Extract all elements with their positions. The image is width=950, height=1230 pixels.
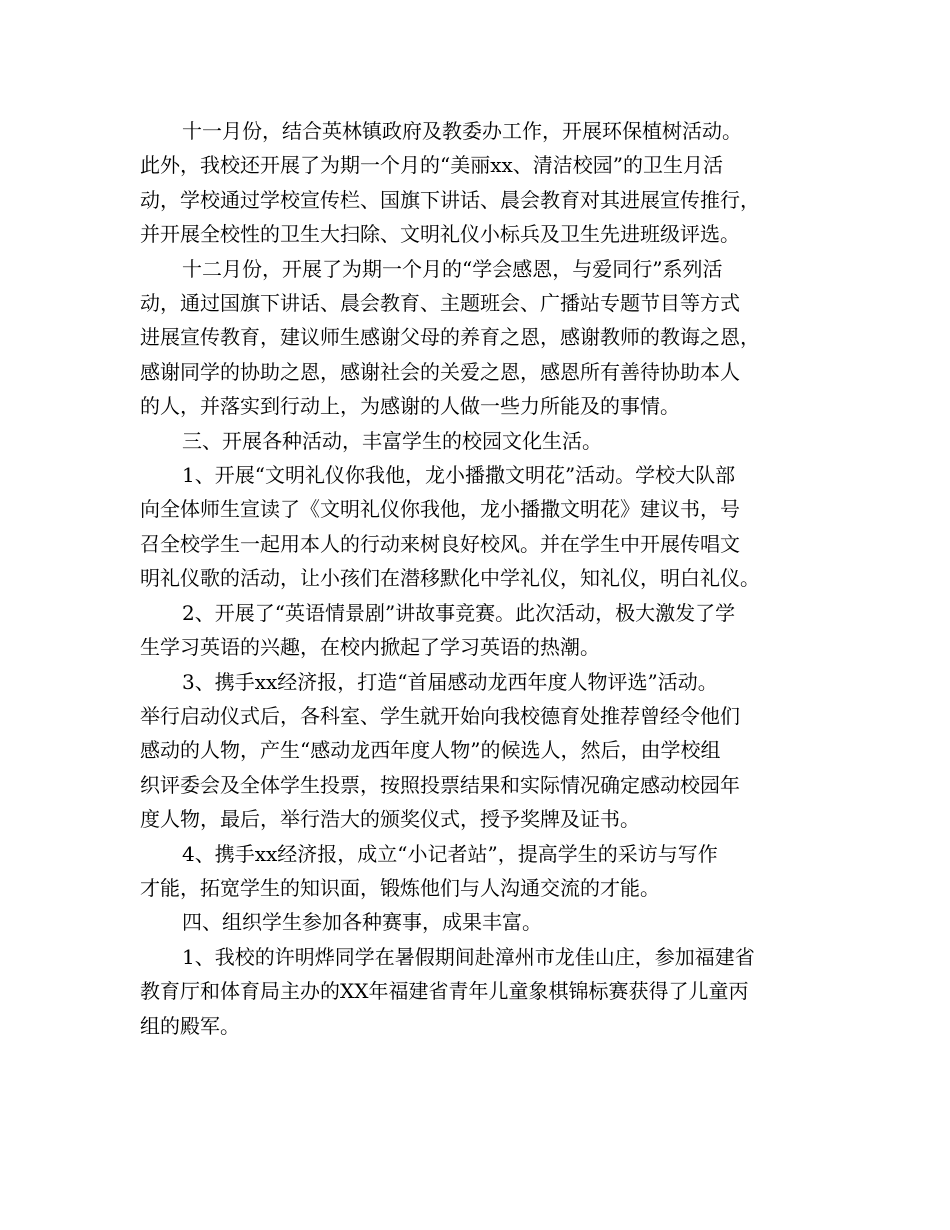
section-heading-four: 四、组织学生参加各种赛事，成果丰富。 [182, 910, 542, 935]
paragraph-item-1-etiquette: 1、开展“文明礼仪你我他，龙小播撒文明花”活动。学校大队部 向全体师生宣读了《文明礼仪你我他，龙小播撒文明花》建议书，号 召全校学生一起用本人的行动来树良好校风。并在学生中开展传唱文 明礼仪歌的活动，让小孩们在潜移默化中学礼仪，知礼仪，明白礼仪。 [140, 463, 760, 591]
paragraph-item-4-reporter-station: 4、携手xx经济报，成立“小记者站”，提高学生的采访与写作 才能，拓宽学生的知识面，锻炼他们与人沟通交流的才能。 [140, 841, 718, 900]
document-page [140, 114, 824, 1043]
paragraph-item-2-english-drama: 2、开展了“英语情景剧”讲故事竞赛。此次活动，极大激发了学 生学习英语的兴趣，在校内掀起了学习英语的热潮。 [140, 600, 736, 660]
paragraph-december-activities: 十二月份，开展了为期一个月的“学会感恩，与爱同行”系列活 动，通过国旗下讲话、晨会教育、主题班会、广播站专题节目等方式 进展宣传教育，建议师生感谢父母的养育之恩，感谢教师的教诲之恩， 感谢同学的协助之恩，感谢社会的关爱之恩，感恩所有善待协助本人 的人，并落实到行动上，为感谢的人做一些力所能及的事情。 [140, 256, 760, 419]
paragraph-item-3-person-of-year: 3、携手xx经济报，打造“首届感动龙西年度人物评选”活动。 举行启动仪式后，各科室、学生就开始向我校德育处推荐曾经令他们 感动的人物，产生“感动龙西年度人物”的候选人，然后，由学校组 织评委会及全体学生投票，按照投票结果和实际情况确定感动校园年 度人物，最后，举行浩大的颁奖仪式，授予奖牌及证书。 [140, 669, 740, 832]
paragraph-november-activities: 十一月份，结合英林镇政府及教委办工作，开展环保植树活动。 此外，我校还开展了为期一个月的“美丽xx、清洁校园”的卫生月活 动，学校通过学校宣传栏、国旗下讲话、晨会教育对其进展宣传推行， 并开展全校性的卫生大扫除、文明礼仪小标兵及卫生先进班级评选。 [140, 119, 760, 247]
section-heading-three: 三、开展各种活动，丰富学生的校园文化生活。 [182, 428, 602, 453]
paragraph-competition-result-1: 1、我校的许明烨同学在暑假期间赴漳州市龙佳山庄，参加福建省 教育厅和体育局主办的XX年福建省青年儿童象棋锦标赛获得了儿童丙 组的殿军。 [140, 944, 755, 1038]
